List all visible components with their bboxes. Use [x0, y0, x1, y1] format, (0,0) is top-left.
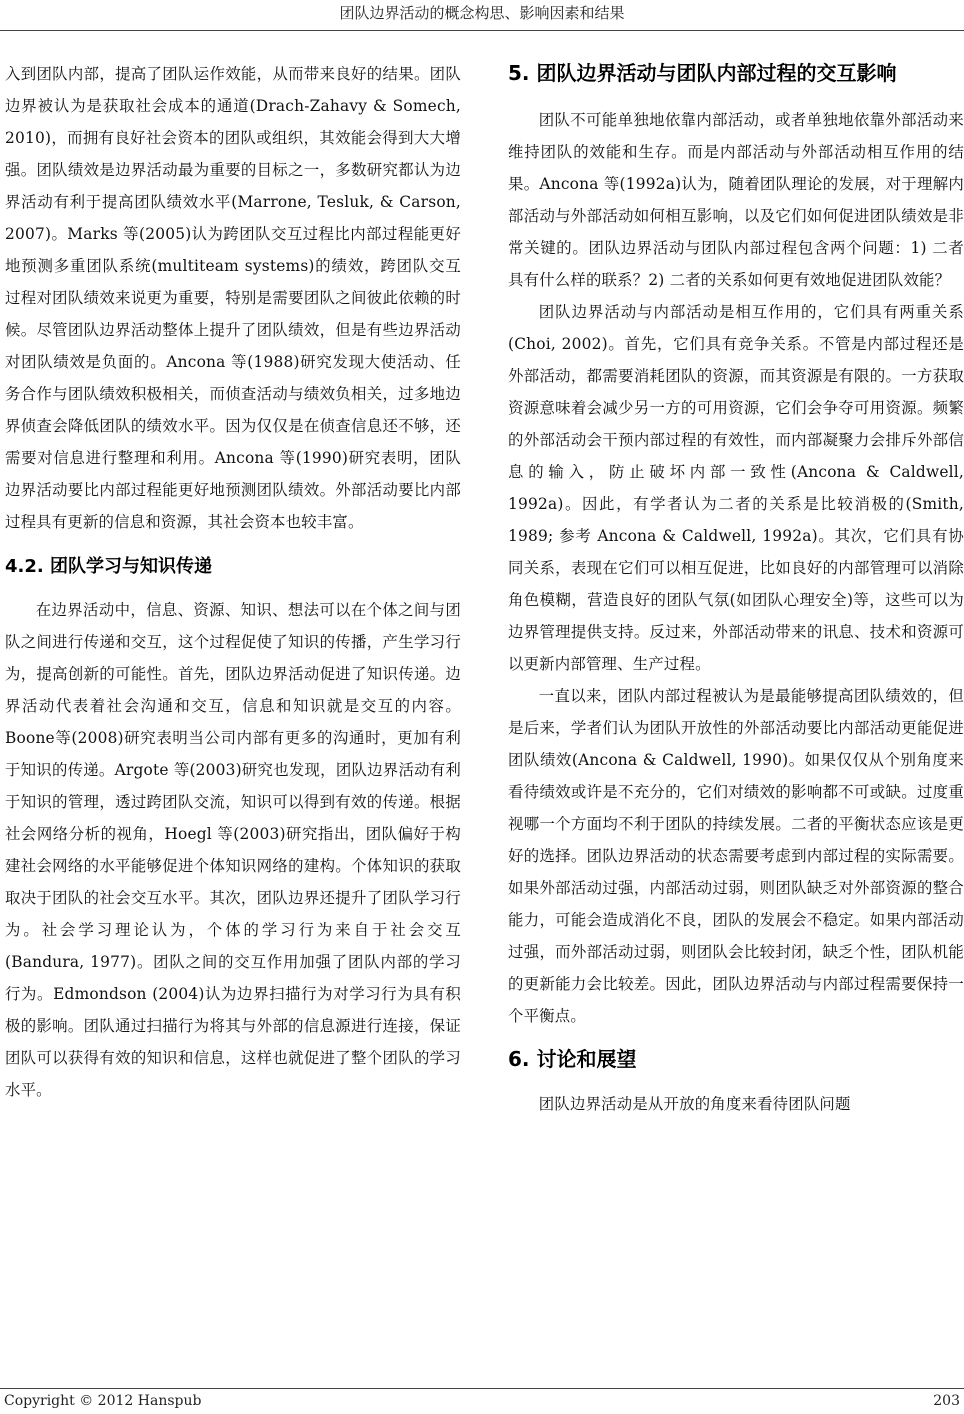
page-number: 203: [933, 1393, 960, 1409]
paragraph-5-1: 团队不可能单独地依靠内部活动，或者单独地依靠外部活动来维持团队的效能和生存。而是内部活动与外部活动相互作用的结果。Ancona 等(1992a)认为，随着团队理论的发展，对于理解内部活动与外部活动如何相互影响，以及它们如何促进团队绩效是非常关键的。团队边界活动与团队内部过程包含两个问题：1) 二者具有什么样的联系？2) 二者的关系如何更有效地促进团队效能？: [508, 111, 964, 289]
right-column: [508, 58, 964, 1120]
footer-rule: [0, 1388, 964, 1389]
footer-copyright: Copyright © 2012 Hanspub: [4, 1393, 202, 1409]
paragraph-6-1: 团队边界活动是从开放的角度来看待团队问题: [538, 1095, 851, 1113]
left-column: [5, 58, 461, 1106]
section-heading-6: 6. 讨论和展望: [508, 1047, 637, 1071]
paragraph-5-2: 团队边界活动与内部活动是相互作用的，它们具有两重关系(Choi, 2002)。首先，它们具有竞争关系。不管是内部过程还是外部活动，都需要消耗团队的资源，而其资源是有限的。一方获取资源意味着会减少另一方的可用资源，它们会争夺可用资源。频繁的外部活动会干预内部过程的有效性，而内部凝聚力会排斥外部信息的输入，防止破坏内部一致性(Ancona & Caldwell, 1992a)。因此，有学者认为二者的关系是比较消极的(Smith, 1989; 参考 Ancona & Caldwell, 1992a)。其次，它们具有协同关系，表现在它们可以相互促进，比如良好的内部管理可以消除角色模糊，营造良好的团队气氛(如团队心理安全)等，这些可以为边界管理提供支持。反过来，外部活动带来的讯息、技术和资源可以更新内部管理、生产过程。: [508, 303, 964, 673]
paragraph-continued: 入到团队内部，提高了团队运作效能，从而带来良好的结果。团队边界被认为是获取社会成本的通道(Drach-Zahavy & Somech, 2010)，而拥有良好社会资本的团队或组织，其效能会得到大大增强。团队绩效是边界活动最为重要的目标之一，多数研究都认为边界活动有利于提高团队绩效水平(Marrone, Tesluk, & Carson, 2007)。Marks 等(2005)认为跨团队交互过程比内部过程能更好地预测多重团队系统(multiteam systems)的绩效，跨团队交互过程对团队绩效来说更为重要，特别是需要团队之间彼此依赖的时候。尽管团队边界活动整体上提升了团队绩效，但是有些边界活动对团队绩效是负面的。Ancona 等(1988)研究发现大使活动、任务合作与团队绩效积极相关，而侦查活动与绩效负相关，过多地边界侦查会降低团队的绩效水平。因为仅仅是在侦查信息还不够，还需要对信息进行整理和利用。Ancona 等(1990)研究表明，团队边界活动要比内部过程能更好地预测团队绩效。外部活动要比内部过程具有更新的信息和资源，其社会资本也较丰富。: [5, 65, 461, 531]
running-header: 团队边界活动的概念构思、影响因素和结果: [339, 4, 625, 22]
paragraph-5-3: 一直以来，团队内部过程被认为是最能够提高团队绩效的，但是后来，学者们认为团队开放性的外部活动要比内部活动更能促进团队绩效(Ancona & Caldwell, 1990)。如果仅仅从个别角度来看待绩效或许是不充分的，它们对绩效的影响都不可或缺。过度重视哪一个方面均不利于团队的持续发展。二者的平衡状态应该是更好的选择。团队边界活动的状态需要考虑到内部过程的实际需要。如果外部活动过强，内部活动过弱，则团队缺乏对外部资源的整合能力，可能会造成消化不良，团队的发展会不稳定。如果内部活动过强，而外部活动过弱，则团队会比较封闭，缺乏个性，团队机能的更新能力会比较差。因此，团队边界活动与内部过程需要保持一个平衡点。: [508, 687, 964, 1025]
section-heading-4-2: 4.2. 团队学习与知识传递: [5, 556, 212, 577]
section-heading-5: 5. 团队边界活动与团队内部过程的交互影响: [508, 61, 897, 85]
header-rule: [0, 30, 964, 31]
paragraph-4-2: 在边界活动中，信息、资源、知识、想法可以在个体之间与团队之间进行传递和交互，这个过程促使了知识的传播，产生学习行为，提高创新的可能性。首先，团队边界活动促进了知识传递。边界活动代表着社会沟通和交互，信息和知识就是交互的内容。Boone等(2008)研究表明当公司内部有更多的沟通时，更加有利于知识的传递。Argote 等(2003)研究也发现，团队边界活动有利于知识的管理，透过跨团队交流，知识可以得到有效的传递。根据社会网络分析的视角，Hoegl 等(2003)研究指出，团队偏好于构建社会网络的水平能够促进个体知识网络的建构。个体知识的获取取决于团队的社会交互水平。其次，团队边界还提升了团队学习行为。社会学习理论认为，个体的学习行为来自于社会交互(Bandura, 1977)。团队之间的交互作用加强了团队内部的学习行为。Edmondson (2004)认为边界扫描行为对学习行为具有积极的影响。团队通过扫描行为将其与外部的信息源进行连接，保证团队可以获得有效的知识和信息，这样也就促进了整个团队的学习水平。: [5, 601, 461, 1099]
